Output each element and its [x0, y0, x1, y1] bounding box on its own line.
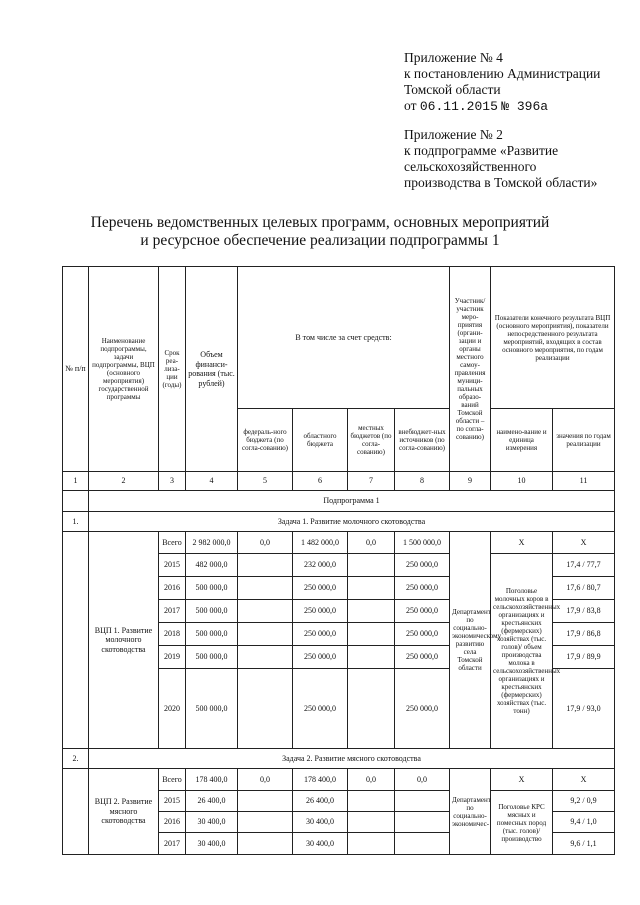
head-incl: В том числе за счет средств:	[238, 267, 450, 409]
cell-volume: 30 400,0	[186, 812, 238, 833]
cell-year: 2017	[159, 833, 186, 855]
resource-table	[62, 266, 615, 855]
cell-volume: 500 000,0	[186, 623, 238, 646]
cell-regional: 232 000,0	[293, 554, 348, 577]
cell-volume: 500 000,0	[186, 600, 238, 623]
cell-volume: 500 000,0	[186, 646, 238, 669]
head-participant: Участник/ участник меро-приятия (органи-зации и органы местного самоу-правления муници-пальных образо-ваний Томской области – по согла-сованию)	[450, 267, 491, 472]
head-term: Срок реа-лиза-ции (годы)	[159, 267, 186, 472]
task1-label: Задача 1. Развитие молочного скотоводства	[89, 512, 615, 532]
cell-ind-value: 9,2 / 0,9	[553, 791, 615, 812]
head-ind-name: наимено-вание и единица измерения	[491, 409, 553, 472]
cell-ind-value: 17,9 / 93,0	[553, 669, 615, 749]
cell-ind-name: X	[491, 769, 553, 791]
col-number: 10	[491, 472, 553, 491]
cell-regional: 250 000,0	[293, 600, 348, 623]
order-line	[404, 98, 634, 115]
cell-year: 2016	[159, 812, 186, 833]
vcp1-name: ВЦП 1. Развитие молочного скотоводства	[89, 532, 159, 749]
appendix4-line: к постановлению Администрации	[404, 66, 601, 81]
head-local: местных бюджетов (по согла-сованию)	[348, 409, 395, 472]
cell-regional: 250 000,0	[293, 577, 348, 600]
cell-term: Всего	[159, 769, 186, 791]
col-number: 2	[89, 472, 159, 491]
cell-extra	[395, 833, 450, 855]
cell-extra: 250 000,0	[395, 646, 450, 669]
cell-ind-value: 9,6 / 1,1	[553, 833, 615, 855]
vcp1-indicator: Поголовье молочных коров в сельскохозяйственных организациях и крестьянских (фермерских) хозяйствах (тыс. голов)/ объем производства молока в сельскохозяйственных организациях и крестьянских (фермерских) хозяйствах (тыс. тонн)	[491, 554, 553, 749]
document-header	[404, 50, 634, 191]
cell-volume: 2 982 000,0	[186, 532, 238, 554]
cell-year: 2020	[159, 669, 186, 749]
col-number: 6	[293, 472, 348, 491]
cell-regional: 250 000,0	[293, 623, 348, 646]
cell-year: 2015	[159, 554, 186, 577]
cell-year: 2018	[159, 623, 186, 646]
cell-extra: 250 000,0	[395, 600, 450, 623]
head-indicators: Показатели конечного результата ВЦП (основного мероприятия), показатели непосредственного результата мероприятий, входящих в состав основного мероприятия, по годам реализации	[491, 267, 615, 409]
head-ind-values: значения по годам реализации	[553, 409, 615, 472]
cell-federal: 0,0	[238, 532, 293, 554]
appendix4-line: Томской области	[404, 82, 501, 97]
head-extra: внебюджет-ных источников (по согла-сованию)	[395, 409, 450, 472]
task2-num: 2.	[63, 749, 89, 769]
cell-ind-value: 17,6 / 80,7	[553, 577, 615, 600]
subprogram-label: Подпрограмма 1	[89, 491, 615, 512]
order-prefix: от	[404, 98, 417, 113]
col-number: 4	[186, 472, 238, 491]
cell-year: 2015	[159, 791, 186, 812]
task1-num: 1.	[63, 512, 89, 532]
cell-regional: 178 400,0	[293, 769, 348, 791]
cell-term: Всего	[159, 532, 186, 554]
cell-extra: 1 500 000,0	[395, 532, 450, 554]
col-number: 8	[395, 472, 450, 491]
cell-year: 2017	[159, 600, 186, 623]
col-number: 5	[238, 472, 293, 491]
head-name: Наименование подпрограммы, задачи подпрограммы, ВЦП (основного мероприятия) государственной программы	[89, 267, 159, 472]
title-line: Перечень ведомственных целевых программ, основных мероприятий	[90, 214, 550, 231]
cell-ind-value: 17,9 / 83,8	[553, 600, 615, 623]
cell-federal: 0,0	[238, 769, 293, 791]
col-number: 7	[348, 472, 395, 491]
appendix2-line: к подпрограмме «Развитие	[404, 143, 559, 158]
cell-local: 0,0	[348, 769, 395, 791]
order-date: 06.11.2015	[419, 99, 498, 114]
cell-local: 0,0	[348, 532, 395, 554]
cell-extra: 0,0	[395, 769, 450, 791]
cell-extra: 250 000,0	[395, 669, 450, 749]
table-row	[63, 769, 615, 791]
cell-volume: 178 400,0	[186, 769, 238, 791]
col-number: 9	[450, 472, 491, 491]
cell-regional: 250 000,0	[293, 669, 348, 749]
title-line: и ресурсное обеспечение реализации подпрограммы 1	[140, 232, 500, 249]
col-number: 1	[63, 472, 89, 491]
appendix2-line: Приложение № 2	[404, 127, 503, 142]
cell-ind-value: 17,4 / 77,7	[553, 554, 615, 577]
appendix2-line: производства в Томской области»	[404, 175, 598, 190]
cell-regional: 30 400,0	[293, 833, 348, 855]
cell-year: 2019	[159, 646, 186, 669]
cell-regional: 1 482 000,0	[293, 532, 348, 554]
vcp2-participant: Департамент по социально-экономичес-	[450, 769, 491, 855]
head-federal: федераль-ного бюджета (по согла-сованию)	[238, 409, 293, 472]
cell-ind-value: 9,4 / 1,0	[553, 812, 615, 833]
page-title	[0, 214, 640, 250]
vcp1-participant: Департамент по социально-экономическому развитию села Томской области	[450, 532, 491, 749]
cell-ind-name: X	[491, 532, 553, 554]
cell-extra: 250 000,0	[395, 623, 450, 646]
cell-ind-value: 17,9 / 86,8	[553, 623, 615, 646]
order-number: № 396а	[501, 99, 549, 114]
col-number: 11	[553, 472, 615, 491]
cell-volume: 500 000,0	[186, 577, 238, 600]
appendix2-line: сельскохозяйственного	[404, 159, 537, 174]
head-volume: Объем финанси-рования (тыс. рублей)	[186, 267, 238, 472]
cell-volume: 26 400,0	[186, 791, 238, 812]
cell-extra: 250 000,0	[395, 554, 450, 577]
table-row	[63, 532, 615, 554]
col-number: 3	[159, 472, 186, 491]
cell-ind-value: 17,9 / 89,9	[553, 646, 615, 669]
vcp2-indicator: Поголовье КРС мясных и помесных пород (тыс. голов)/ производство	[491, 791, 553, 855]
cell-regional: 30 400,0	[293, 812, 348, 833]
head-num: № п/п	[63, 267, 89, 472]
cell-regional: 26 400,0	[293, 791, 348, 812]
cell-volume: 500 000,0	[186, 669, 238, 749]
cell-regional: 250 000,0	[293, 646, 348, 669]
cell-volume: 482 000,0	[186, 554, 238, 577]
head-regional: областного бюджета	[293, 409, 348, 472]
column-number-row	[63, 472, 615, 491]
cell-year: 2016	[159, 577, 186, 600]
cell-ind-value: X	[553, 532, 615, 554]
cell-extra	[395, 791, 450, 812]
appendix4-line: Приложение № 4	[404, 50, 503, 65]
cell-extra: 250 000,0	[395, 577, 450, 600]
task2-label: Задача 2. Развитие мясного скотоводства	[89, 749, 615, 769]
vcp2-name: ВЦП 2. Развитие мясного скотоводства	[89, 769, 159, 855]
cell-ind-value: X	[553, 769, 615, 791]
cell-volume: 30 400,0	[186, 833, 238, 855]
cell-extra	[395, 812, 450, 833]
